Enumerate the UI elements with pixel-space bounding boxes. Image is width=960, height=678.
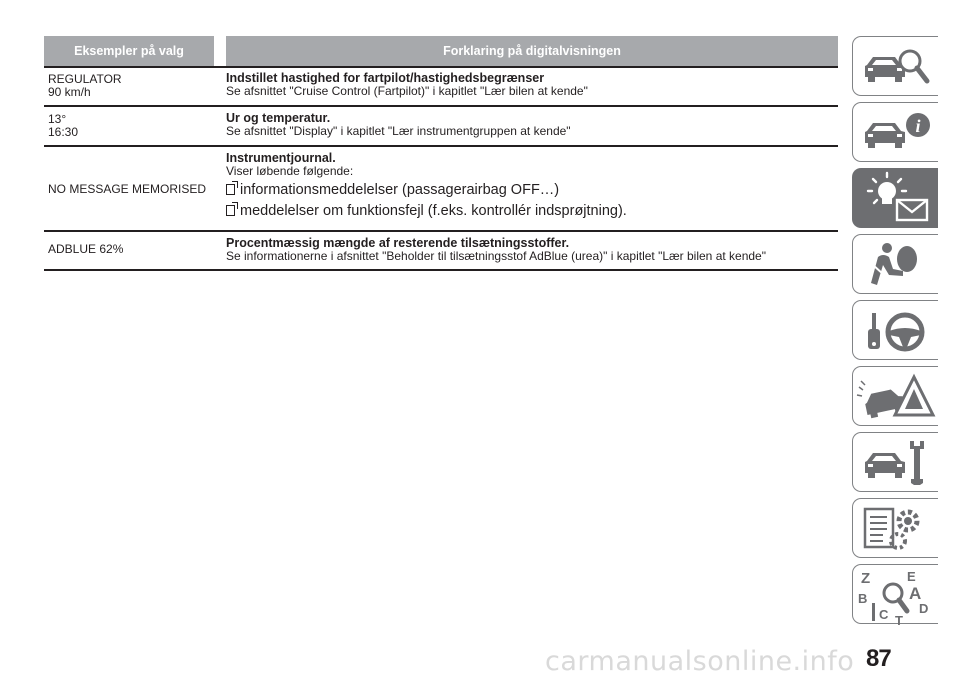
table-divider <box>44 66 838 68</box>
watermark: carmanualsonline.info <box>545 646 855 677</box>
table-row-explanation <box>226 237 838 263</box>
row-title: Ur og temperatur. <box>226 111 331 125</box>
tab-technical-data[interactable] <box>852 498 938 558</box>
row-title: Indstillet hastighed for fartpilot/hastighedsbegrænser <box>226 71 545 85</box>
table-divider <box>44 145 838 147</box>
index-letter: T <box>895 613 903 625</box>
table-divider <box>44 269 838 271</box>
index-letter: Z <box>861 570 871 587</box>
tab-car-info[interactable] <box>852 102 938 162</box>
column-header-examples: Eksempler på valg <box>44 36 214 66</box>
list-item: meddelelser om funktionsfejl (f.eks. kontrollér indsprøjtning). <box>226 202 838 220</box>
column-header-explanation: Forklaring på digitalvisningen <box>226 36 838 66</box>
tab-warning-lights[interactable] <box>852 168 938 228</box>
row-description: Se afsnittet "Cruise Control (Fartpilot)" i kapitlet "Lær bilen at kende" <box>226 84 588 98</box>
tab-safety[interactable] <box>852 234 938 294</box>
airbag-passenger-icon <box>853 235 939 295</box>
tab-starting-driving[interactable] <box>852 300 938 360</box>
table-row-explanation <box>226 152 838 220</box>
tab-car-search[interactable] <box>852 36 938 96</box>
specifications-gear-icon <box>853 499 939 559</box>
tab-emergency[interactable] <box>852 366 938 426</box>
row-title: Procentmæssig mængde af resterende tilsætningsstoffer. <box>226 236 570 250</box>
alphabetical-index-icon <box>853 565 939 625</box>
car-wrench-icon <box>853 433 939 493</box>
row-description: Se afsnittet "Display" i kapitlet "Lær instrumentgruppen at kende" <box>226 124 571 138</box>
index-letter: A <box>909 584 922 603</box>
warning-light-message-icon <box>853 169 939 229</box>
table-row-example: ADBLUE 62% <box>48 242 124 256</box>
index-letter: E <box>907 569 916 584</box>
list-item: informationsmeddelelser (passagerairbag OFF…) <box>226 181 838 199</box>
page-number: 87 <box>866 645 891 672</box>
row-title: Instrumentjournal. <box>226 151 336 165</box>
tab-maintenance[interactable] <box>852 432 938 492</box>
index-letter: C <box>879 607 889 622</box>
table-row-example: REGULATOR 90 km/h <box>48 72 122 99</box>
bullet-icon <box>226 205 235 216</box>
bullet-icon <box>226 184 235 195</box>
table-row-example: 13° 16:30 <box>48 112 79 139</box>
car-info-icon <box>853 103 939 163</box>
car-accident-warning-icon <box>853 367 939 427</box>
table-divider <box>44 105 838 107</box>
tab-index[interactable] <box>852 564 938 624</box>
index-letter: D <box>919 601 929 616</box>
table-divider <box>44 230 838 232</box>
svg-text:i: i <box>915 116 921 136</box>
index-letter: B <box>858 591 868 606</box>
car-search-icon <box>853 37 939 97</box>
row-description: Se informationerne i afsnittet "Beholder til tilsætningsstof AdBlue (urea)" i kapitlet "Lær bilen at kende" <box>226 249 766 263</box>
row-description: Viser løbende følgende: <box>226 164 354 178</box>
table-row-explanation <box>226 112 838 138</box>
key-steering-wheel-icon <box>853 301 939 361</box>
table-row-example: NO MESSAGE MEMORISED <box>48 182 207 196</box>
table-row-explanation <box>226 72 838 98</box>
